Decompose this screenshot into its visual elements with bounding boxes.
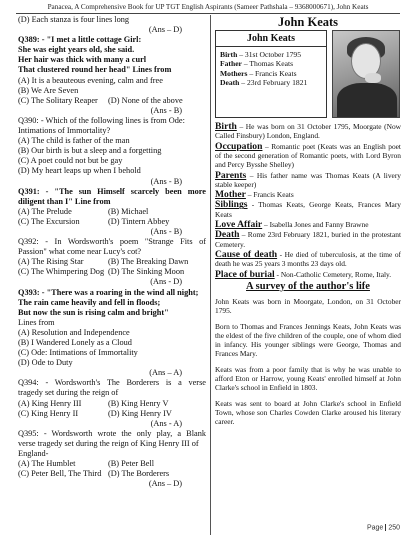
bio-entry (215, 190, 401, 199)
info-row (220, 69, 322, 79)
option-right: (B) The Breaking Dawn (108, 257, 189, 267)
option-left: (C) Peter Bell, The Third (18, 469, 102, 479)
bio-keyword: Occupation (215, 140, 263, 152)
answer-key: (Ans – A) (149, 368, 182, 378)
bio-keyword: Siblings (215, 199, 248, 211)
option-left: (C) The Excursion (18, 216, 80, 226)
option-left: (A) The Rising Star (18, 257, 84, 267)
bio-text: – Francis Keats (245, 190, 294, 200)
survey-section (215, 297, 401, 427)
survey-heading: A survey of the author's life (246, 280, 370, 292)
answer-key: (Ans - D) (150, 277, 182, 287)
info-value: – Thomas Keats (241, 59, 294, 69)
answer-options-row (18, 96, 206, 106)
answer-key: (Ans - B) (150, 105, 182, 115)
bio-text: - He died of tuberculosis, at the time of death he was 25 years 3 months 23 days old. (215, 249, 402, 269)
bio-entry (215, 230, 401, 249)
question-line: Q392: - In Wordsworth's poem "Strange Fits of (18, 237, 206, 247)
question-quote-line: The rain came heavily and fell in floods; (18, 297, 161, 307)
text-line: (A) The child is father of the man (18, 136, 130, 146)
bio-text: – Romantic poet (Keats was an English poet of the second generation of Romantic poets, with Lord Byron and Percy Bysshe Shelley) (215, 141, 401, 170)
bio-entry (215, 220, 401, 229)
question-quote-line: She was eight years old, she said. (18, 45, 135, 55)
answer-key: (Ans - A) (150, 418, 182, 428)
info-box-rows (220, 50, 322, 88)
option-right: (D) The Sinking Moon (108, 267, 185, 277)
text-line: England- (18, 449, 49, 459)
portrait-image (332, 30, 400, 118)
bio-keyword: Place of burial (215, 268, 275, 280)
option-right: (D) King Henry IV (108, 408, 172, 418)
bio-keyword: Cause of death (215, 248, 278, 260)
answer-options-row (18, 267, 206, 277)
question-quote-line: Her hair was thick with many a curl (18, 55, 147, 65)
answer-options-row (18, 399, 206, 409)
bio-keyword: Love Affair (215, 219, 263, 231)
info-row (220, 59, 322, 69)
question-quote-line: That clustered round her head" Lines from (18, 65, 172, 75)
answer-options-row (18, 257, 206, 267)
text-line: (A) Resolution and Independence (18, 327, 130, 337)
text-line: (D) Each stanza is four lines long (18, 15, 130, 24)
text-line: (A) It is a beauteous evening, calm and free (18, 75, 163, 85)
survey-paragraph: Keats was from a poor family that is why he was unable to afford Eton or Harrow, young Keats' enrolled himself at John Clarke's school in Enfield in 1803. (215, 364, 401, 393)
text-line: Q390: - Which of the following lines is from Ode: (18, 115, 185, 125)
page-header: Panacea, A Comprehensive Book for UP TGT English Aspirants (Sameer Pathshala – 9368000671), John Keats (47, 3, 369, 11)
answer-key: (Ans - B) (150, 226, 182, 236)
bio-entry (215, 171, 401, 190)
bio-entry (215, 250, 401, 269)
answer-options-row (18, 459, 206, 469)
answer-key: (Ans - B) (150, 176, 182, 186)
text-line: Intimations of Immortality? (18, 126, 111, 136)
header-divider (16, 13, 400, 14)
question-quote-line: Q393: - "There was a roaring in the wind all night; (18, 287, 199, 297)
page-footer (367, 524, 400, 531)
option-right: (B) Peter Bell (108, 459, 155, 469)
page-number: 250 (388, 524, 400, 531)
answer-options-row (18, 409, 206, 419)
option-right: (D) None of the above (108, 95, 183, 105)
survey-paragraph: Born to Thomas and Frances Jennings Keats, John Keats was the eldest of the five children of the couple, one of whom died in infancy. His younger siblings were George, Thomas and Frances Mary. (215, 321, 401, 359)
bio-text: - Thomas Keats, George Keats, Frances Mary Keats (215, 200, 401, 219)
info-value: – 23rd February 1821 (239, 78, 308, 88)
info-row (220, 50, 322, 60)
text-line: Passion" what come near Lucy's cot? (18, 247, 142, 257)
question-line: Q394: - Wordsworth's The Borderers is a verse (18, 378, 206, 388)
text-line: (D) My heart leaps up when I behold (18, 166, 141, 176)
question-line: Q395: - Wordsworth wrote the only play, a Blank (18, 428, 206, 438)
option-right: (D) The Borderers (108, 469, 170, 479)
option-right: (B) Michael (108, 206, 149, 216)
answer-options-row (18, 207, 206, 217)
left-column (18, 15, 206, 489)
survey-paragraph: Keats was sent to board at John Clarke's school in Enfield Town, whose son Charles Cowden Clarke aroused his literary career. (215, 398, 401, 427)
info-row (220, 78, 322, 88)
question-line: Q391: - "The sun Himself scarcely been more (18, 186, 206, 196)
right-column (215, 15, 401, 433)
text-line: (C) Ode: Intimations of Immortality (18, 348, 138, 358)
option-left: (C) The Solitary Reaper (18, 95, 98, 105)
bio-entry (215, 122, 401, 141)
text-line: verse tragedy set during the reign of King Henry III of (18, 438, 199, 448)
bio-text: – Rome 23rd February 1821, buried in the protestant Cemetery. (215, 230, 401, 249)
answer-options-row (18, 469, 206, 479)
bio-text: – His father name was Thomas Keats (A livery stable keeper) (215, 170, 401, 189)
option-left: (C) King Henry II (18, 408, 79, 418)
text-line: (B) I Wandered Lonely as a Cloud (18, 338, 132, 347)
text-line: (C) A poet could not but be gay (18, 156, 123, 166)
option-left: (A) The Humblet (18, 459, 76, 469)
question-quote-line: Q389: - "I met a little cottage Girl: (18, 35, 142, 45)
bio-text: - Non-Catholic Cemetery, Rome, Italy. (274, 269, 392, 279)
text-line: tragedy set during the reign of (18, 388, 119, 398)
bio-entry (215, 200, 401, 219)
biography-list (215, 122, 401, 279)
answer-key: (Ans – D) (148, 25, 182, 35)
info-label: Birth (220, 49, 238, 59)
text-line: (B) Our birth is but a sleep and a forgetting (18, 146, 162, 156)
bio-entry (215, 270, 401, 279)
info-box-title: John Keats (216, 34, 326, 47)
answer-options-row (18, 217, 206, 227)
info-label: Mothers (220, 68, 248, 78)
info-label: Father (220, 59, 242, 69)
survey-paragraph: John Keats was born in Moorgate, London, on 31 October 1795. (215, 296, 401, 316)
question-quote-line: But now the sun is rising calm and bright" (18, 307, 169, 317)
bio-keyword: Birth (215, 121, 237, 133)
bio-entry (215, 142, 401, 170)
bio-keyword: Parents (215, 169, 247, 181)
option-left: (C) The Whimpering Dog (18, 267, 105, 277)
option-right: (B) King Henry V (108, 398, 169, 408)
text-line: (D) Ode to Duty (18, 358, 73, 368)
info-box (215, 30, 327, 118)
page-label: Page (366, 524, 384, 531)
info-value: – 31st October 1795 (237, 49, 302, 59)
column-divider (210, 15, 211, 535)
answer-key: (Ans – D) (148, 479, 182, 489)
question-quote-line: diligent than I" Line from (18, 196, 111, 206)
bio-keyword: Mother (215, 189, 246, 201)
text-line: (B) We Are Seven (18, 85, 79, 95)
option-left: (A) The Prelude (18, 206, 72, 216)
text-line: Lines from (18, 317, 55, 327)
option-right: (D) Tintern Abbey (108, 216, 170, 226)
bio-text: – Isabella Jones and Fanny Brawne (262, 220, 369, 230)
bio-text: – He was born on 31 October 1795, Moorgate (Now Called Finsbury) London, England. (215, 122, 401, 141)
bio-keyword: Death (215, 229, 240, 241)
page-title: John Keats (277, 15, 339, 29)
info-section (215, 30, 401, 118)
option-left: (A) King Henry III (18, 398, 82, 408)
info-label: Death (220, 78, 240, 88)
info-value: – Francis Keats (247, 68, 297, 78)
